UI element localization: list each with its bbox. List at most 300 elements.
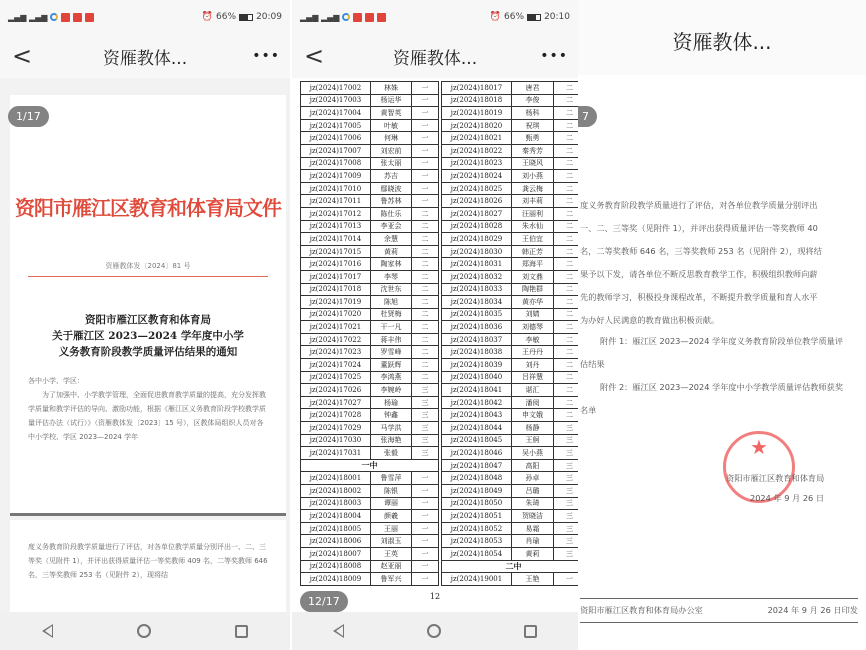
body-line: 为办好人民满意的教育做出积极贡献。: [580, 315, 720, 325]
section-name: 一中: [301, 459, 439, 472]
teacher-name: 龚云梅: [512, 182, 554, 195]
red-divider: [28, 276, 268, 277]
table-row: [301, 472, 439, 485]
nav-back-icon[interactable]: [333, 624, 344, 638]
app-icon: [342, 13, 350, 21]
award-grade: 一: [412, 510, 439, 523]
award-grade: 二: [554, 258, 579, 271]
table-row: [442, 195, 579, 208]
table-row: [301, 371, 439, 384]
table-row: [301, 283, 439, 296]
teacher-name: 钟鑫: [371, 409, 412, 422]
table-row: [301, 308, 439, 321]
teacher-name: 韩正芳: [512, 245, 554, 258]
award-grade: 二: [412, 333, 439, 346]
certificate-id: jz(2024)17002: [301, 82, 371, 95]
teacher-name: 颜羲: [371, 510, 412, 523]
status-bar: [0, 0, 290, 34]
battery-percent: 66%: [504, 12, 525, 22]
table-row: [442, 396, 579, 409]
certificate-id: jz(2024)18041: [442, 384, 512, 397]
award-grade: 一: [412, 535, 439, 548]
teacher-name: 刘小燕: [512, 170, 554, 183]
more-options-button[interactable]: •••: [540, 48, 568, 64]
teacher-name: 刘淑玉: [371, 535, 412, 548]
certificate-id: jz(2024)18047: [442, 459, 512, 472]
table-row: [301, 233, 439, 246]
certificate-id: jz(2024)17007: [301, 144, 371, 157]
award-grade: 三: [412, 447, 439, 460]
table-row: [301, 535, 439, 548]
certificate-id: jz(2024)17005: [301, 119, 371, 132]
nav-back-icon[interactable]: [42, 624, 53, 638]
page-title: 资雁教体...: [392, 48, 478, 69]
notification-icon: [73, 13, 82, 22]
teacher-name: 贺晓洁: [512, 510, 554, 523]
table-row: [442, 472, 579, 485]
teacher-name: 蒋丰伟: [371, 333, 412, 346]
award-grade: 三: [412, 409, 439, 422]
certificate-id: jz(2024)18036: [442, 321, 512, 334]
teacher-name: 易霜: [512, 522, 554, 535]
notification-icon: [377, 13, 386, 22]
award-grade: 二: [412, 220, 439, 233]
award-grade: 二: [554, 346, 579, 359]
award-grade: 一: [554, 573, 579, 586]
certificate-id: jz(2024)18031: [442, 258, 512, 271]
teacher-name: 董跃辉: [371, 359, 412, 372]
teacher-name: 何琳: [371, 132, 412, 145]
certificate-id: jz(2024)18017: [442, 82, 512, 95]
award-grade: 二: [554, 157, 579, 170]
page-indicator: 1/17: [8, 106, 49, 127]
table-row: [301, 422, 439, 435]
body-line: 先的教师学习，积极投身课程改革，不断提升教学质量和育人水平: [580, 292, 818, 302]
certificate-id: jz(2024)18048: [442, 472, 512, 485]
teacher-name: 吕祥慧: [512, 371, 554, 384]
certificate-id: jz(2024)18026: [442, 195, 512, 208]
award-grade: 三: [412, 384, 439, 397]
table-row: [442, 510, 579, 523]
teacher-name: 余慧: [371, 233, 412, 246]
teacher-name: 刘德琴: [512, 321, 554, 334]
certificate-id: jz(2024)17024: [301, 359, 371, 372]
award-grade: 三: [554, 447, 579, 460]
star-icon: ★: [750, 435, 768, 459]
alarm-icon: ⏰: [489, 12, 502, 22]
teacher-name: 刘文鼎: [512, 270, 554, 283]
battery-percent: 66%: [216, 12, 237, 22]
table-row: [301, 220, 439, 233]
award-grade: 二: [554, 170, 579, 183]
certificate-id: jz(2024)18024: [442, 170, 512, 183]
back-button[interactable]: <: [12, 42, 33, 70]
attachments: [580, 330, 843, 422]
teacher-name: 李俊: [512, 94, 554, 107]
certificate-id: jz(2024)18032: [442, 270, 512, 283]
body-line: 名，二等奖教师 646 名，三等奖教师 253 名（见附件 2），现将结: [580, 246, 822, 256]
award-grade: 一: [412, 107, 439, 120]
document-page: [578, 75, 866, 650]
status-bar: [292, 0, 578, 34]
table-row: [442, 485, 579, 498]
page-title: 资雁教体...: [672, 30, 772, 54]
certificate-id: jz(2024)18021: [442, 132, 512, 145]
certificate-id: jz(2024)17023: [301, 346, 371, 359]
award-grade: 二: [412, 258, 439, 271]
clock: 20:10: [544, 12, 570, 22]
award-grade: 一: [412, 82, 439, 95]
salutation: 各中小学、学区：: [28, 377, 84, 385]
table-row: [442, 207, 579, 220]
award-grade: 一: [412, 560, 439, 573]
clock: 20:09: [256, 12, 282, 22]
table-row: [301, 296, 439, 309]
signal-icon: ▂▄▆ ▂▄▆: [8, 12, 48, 22]
certificate-id: jz(2024)18019: [442, 107, 512, 120]
teacher-name: 申文娥: [512, 409, 554, 422]
app-header: [292, 34, 578, 78]
award-grade: 一: [412, 182, 439, 195]
nav-home-icon[interactable]: [427, 624, 441, 638]
teacher-name: 高阳: [512, 459, 554, 472]
teacher-name: 李敏: [512, 333, 554, 346]
alarm-icon: ⏰: [201, 12, 214, 22]
teacher-name: 王丹丹: [512, 346, 554, 359]
award-grade: 三: [412, 422, 439, 435]
award-grade: 二: [554, 107, 579, 120]
award-grade: 二: [412, 207, 439, 220]
table-row: [442, 144, 579, 157]
certificate-id: jz(2024)18039: [442, 359, 512, 372]
certificate-id: jz(2024)17028: [301, 409, 371, 422]
table-row: [301, 94, 439, 107]
teacher-name: 王艳: [512, 573, 554, 586]
certificate-id: jz(2024)17003: [301, 94, 371, 107]
award-grade: 二: [412, 270, 439, 283]
award-grade: 二: [412, 321, 439, 334]
table-row: [442, 434, 579, 447]
certificate-id: jz(2024)17029: [301, 422, 371, 435]
certificate-id: jz(2024)18008: [301, 560, 371, 573]
certificate-id: jz(2024)17008: [301, 157, 371, 170]
table-row: [301, 207, 439, 220]
table-row: [301, 132, 439, 145]
document-number: 资雁教体发〔2024〕81 号: [105, 262, 191, 270]
table-row: [442, 497, 579, 510]
table-row: [442, 447, 579, 460]
more-options-button[interactable]: •••: [252, 48, 280, 64]
section-row: [442, 560, 579, 573]
award-grade: 二: [554, 82, 579, 95]
table-row: [301, 396, 439, 409]
navigation-bar: [0, 612, 290, 650]
table-row: [301, 573, 439, 586]
award-grade: 二: [412, 359, 439, 372]
teacher-name: 王晓风: [512, 157, 554, 170]
table-row: [442, 107, 579, 120]
award-grade: 二: [554, 396, 579, 409]
table-row: [442, 359, 579, 372]
table-row: [301, 119, 439, 132]
table-row: [301, 258, 439, 271]
table-row: [442, 220, 579, 233]
teacher-name: 鲁雪萍: [371, 472, 412, 485]
award-grade: 一: [412, 485, 439, 498]
middle-phone-screen: [292, 0, 578, 650]
attachment-line: 附件 1：雁江区 2023—2024 学年度义务教育阶段单位教学质量评: [600, 336, 844, 346]
teacher-name: 孙卓: [512, 472, 554, 485]
award-grade: 三: [554, 497, 579, 510]
notice-title-line: 资阳市雁江区教育和体育局: [85, 314, 211, 326]
award-grade: 二: [554, 283, 579, 296]
award-grade: 二: [554, 296, 579, 309]
table-row: [301, 195, 439, 208]
certificate-id: jz(2024)18003: [301, 497, 371, 510]
table-row: [301, 157, 439, 170]
page-separator: [10, 513, 286, 516]
right-phone-screen: [578, 0, 866, 650]
award-grade: 二: [554, 321, 579, 334]
document-page: [292, 78, 578, 612]
certificate-id: jz(2024)17022: [301, 333, 371, 346]
award-grade: 一: [412, 472, 439, 485]
certificate-id: jz(2024)17018: [301, 283, 371, 296]
back-button[interactable]: <: [304, 42, 325, 70]
table-row: [442, 308, 579, 321]
award-grade: 一: [412, 170, 439, 183]
nav-recents-icon[interactable]: [235, 625, 248, 638]
notification-icon: [85, 13, 94, 22]
teacher-name: 朱琦: [512, 497, 554, 510]
certificate-id: jz(2024)17006: [301, 132, 371, 145]
certificate-id: jz(2024)18029: [442, 233, 512, 246]
battery-icon: [239, 14, 253, 21]
certificate-id: jz(2024)17019: [301, 296, 371, 309]
table-row: [301, 359, 439, 372]
notice-title-line: 关于雁江区 2023—2024 学年度中小学: [52, 330, 244, 342]
certificate-id: jz(2024)18037: [442, 333, 512, 346]
left-phone-screen: [0, 0, 290, 650]
app-header: [0, 34, 290, 78]
footer-office: 资阳市雁江区教育和体育局办公室: [580, 605, 703, 615]
attachment-line: 估结果: [580, 359, 605, 369]
teacher-name: 王舸: [512, 434, 554, 447]
document-page: [10, 95, 286, 513]
teacher-name: 苏吉: [371, 170, 412, 183]
certificate-id: jz(2024)17025: [301, 371, 371, 384]
teacher-name: 王丽: [371, 522, 412, 535]
teacher-name: 刘婧: [512, 308, 554, 321]
table-row: [301, 522, 439, 535]
certificate-id: jz(2024)17009: [301, 170, 371, 183]
table-row: [301, 384, 439, 397]
certificate-id: jz(2024)18040: [442, 371, 512, 384]
teacher-name: 谌汇: [512, 384, 554, 397]
teacher-name: 陶艳群: [512, 283, 554, 296]
table-row: [301, 182, 439, 195]
table-row: [301, 245, 439, 258]
certificate-id: jz(2024)18004: [301, 510, 371, 523]
award-grade: 一: [412, 547, 439, 560]
teacher-name: 吕璐: [512, 485, 554, 498]
award-grade: 二: [554, 144, 579, 157]
certificate-id: jz(2024)18001: [301, 472, 371, 485]
certificate-id: jz(2024)18018: [442, 94, 512, 107]
table-row: [301, 510, 439, 523]
teacher-name: 杨静: [512, 422, 554, 435]
notification-icon: [365, 13, 374, 22]
award-grade: 三: [412, 434, 439, 447]
award-grade: 二: [412, 346, 439, 359]
attachment-line: 名单: [580, 405, 597, 415]
teacher-name: 秦秀芳: [512, 144, 554, 157]
table-row: [442, 94, 579, 107]
body-line: 一、二、三等奖（见附件 1），并评出获得质量评估一等奖教师 40: [580, 223, 818, 233]
notification-icon: [353, 13, 362, 22]
teacher-name: 鲁军兴: [371, 573, 412, 586]
teacher-name: 肖瑜: [512, 535, 554, 548]
teacher-name: 王伯宜: [512, 233, 554, 246]
footer-print-date: 2024 年 9 月 26 日印发: [767, 605, 858, 615]
table-row: [442, 119, 579, 132]
award-grade: 一: [412, 573, 439, 586]
certificate-id: jz(2024)18027: [442, 207, 512, 220]
teacher-name: 陈旭: [371, 296, 412, 309]
table-row: [301, 82, 439, 95]
award-grade: 一: [412, 157, 439, 170]
teacher-name: 李婉岭: [371, 384, 412, 397]
page-title: 资雁教体...: [102, 48, 188, 69]
award-grade: 三: [412, 396, 439, 409]
teacher-name: 唐君: [512, 82, 554, 95]
body-line: 度义务教育阶段教学质量进行了评估，对各单位教学质量分别评出: [580, 200, 818, 210]
attachment-line: 附件 2：雁江区 2023—2024 学年度中小学教学质量评估教师获奖: [600, 382, 844, 392]
signature-org: 资阳市雁江区教育和体育局: [726, 473, 825, 483]
teacher-name: 潘阅: [512, 396, 554, 409]
certificate-id: jz(2024)18025: [442, 182, 512, 195]
certificate-id: jz(2024)17011: [301, 195, 371, 208]
table-row: [442, 384, 579, 397]
certificate-id: jz(2024)17031: [301, 447, 371, 460]
table-row: [301, 409, 439, 422]
table-row: [442, 547, 579, 560]
body-line: 果予以下发，请各单位不断反思教育教学工作，积极组织教师向薪: [580, 269, 818, 279]
teacher-name: 杨瑜: [371, 396, 412, 409]
award-grade: 二: [554, 182, 579, 195]
table-row: [301, 333, 439, 346]
teacher-name: 罗雪峰: [371, 346, 412, 359]
certificate-id: jz(2024)17030: [301, 434, 371, 447]
award-grade: 二: [412, 283, 439, 296]
certificate-id: jz(2024)18042: [442, 396, 512, 409]
certificate-id: jz(2024)17013: [301, 220, 371, 233]
notification-icon: [61, 13, 70, 22]
table-row: [442, 321, 579, 334]
award-table-left: [300, 81, 439, 586]
certificate-id: jz(2024)17027: [301, 396, 371, 409]
award-grade: 一: [412, 195, 439, 208]
app-icon: [50, 13, 58, 21]
table-row: [301, 270, 439, 283]
award-grade: 三: [554, 459, 579, 472]
page-indicator: 7: [578, 106, 597, 127]
teacher-name: 鄢晓波: [371, 182, 412, 195]
table-row: [301, 170, 439, 183]
teacher-name: 黄亦华: [512, 296, 554, 309]
award-grade: 三: [554, 510, 579, 523]
signature-date: 2024 年 9 月 26 日: [750, 493, 825, 503]
table-row: [301, 547, 439, 560]
teacher-name: 干一凡: [371, 321, 412, 334]
teacher-name: 黄智英: [371, 107, 412, 120]
certificate-id: jz(2024)18049: [442, 485, 512, 498]
teacher-name: 陶家林: [371, 258, 412, 271]
certificate-id: jz(2024)18007: [301, 547, 371, 560]
nav-home-icon[interactable]: [137, 624, 151, 638]
page-indicator: 12/17: [300, 591, 348, 612]
teacher-name: 刘丹: [512, 359, 554, 372]
award-grade: 二: [412, 245, 439, 258]
signal-icon: ▂▄▆ ▂▄▆: [300, 12, 340, 22]
teacher-name: 张毅: [371, 447, 412, 460]
award-grade: 三: [554, 522, 579, 535]
nav-recents-icon[interactable]: [524, 625, 537, 638]
table-row: [442, 371, 579, 384]
award-grade: 二: [412, 371, 439, 384]
table-row: [301, 485, 439, 498]
table-row: [442, 333, 579, 346]
certificate-id: jz(2024)17010: [301, 182, 371, 195]
table-row: [442, 522, 579, 535]
certificate-id: jz(2024)18053: [442, 535, 512, 548]
award-grade: 一: [412, 497, 439, 510]
table-row: [301, 434, 439, 447]
award-grade: 一: [412, 119, 439, 132]
certificate-id: jz(2024)17016: [301, 258, 371, 271]
teacher-name: 甄勇: [512, 132, 554, 145]
award-grade: 一: [412, 144, 439, 157]
award-grade: 二: [554, 245, 579, 258]
teacher-name: 祝琪: [512, 119, 554, 132]
award-grade: 二: [554, 371, 579, 384]
certificate-id: jz(2024)18030: [442, 245, 512, 258]
award-grade: 二: [554, 119, 579, 132]
navigation-bar: [292, 612, 578, 650]
award-grade: 一: [412, 94, 439, 107]
certificate-id: jz(2024)18035: [442, 308, 512, 321]
notice-title-line: 义务教育阶段教学质量评估结果的通知: [58, 346, 238, 358]
certificate-id: jz(2024)18028: [442, 220, 512, 233]
teacher-name: 杜贤梅: [371, 308, 412, 321]
certificate-id: jz(2024)17021: [301, 321, 371, 334]
table-row: [442, 459, 579, 472]
certificate-id: jz(2024)18002: [301, 485, 371, 498]
battery-icon: [527, 14, 541, 21]
award-grade: 二: [554, 409, 579, 422]
teacher-name: 郑海平: [512, 258, 554, 271]
award-grade: 三: [554, 485, 579, 498]
certificate-id: jz(2024)18022: [442, 144, 512, 157]
teacher-name: 林姝: [371, 82, 412, 95]
teacher-name: 黄莉: [371, 245, 412, 258]
award-grade: 二: [554, 384, 579, 397]
teacher-name: 张海艳: [371, 434, 412, 447]
table-row: [442, 296, 579, 309]
teacher-name: 马学洪: [371, 422, 412, 435]
teacher-name: 吴小燕: [512, 447, 554, 460]
certificate-id: jz(2024)18033: [442, 283, 512, 296]
